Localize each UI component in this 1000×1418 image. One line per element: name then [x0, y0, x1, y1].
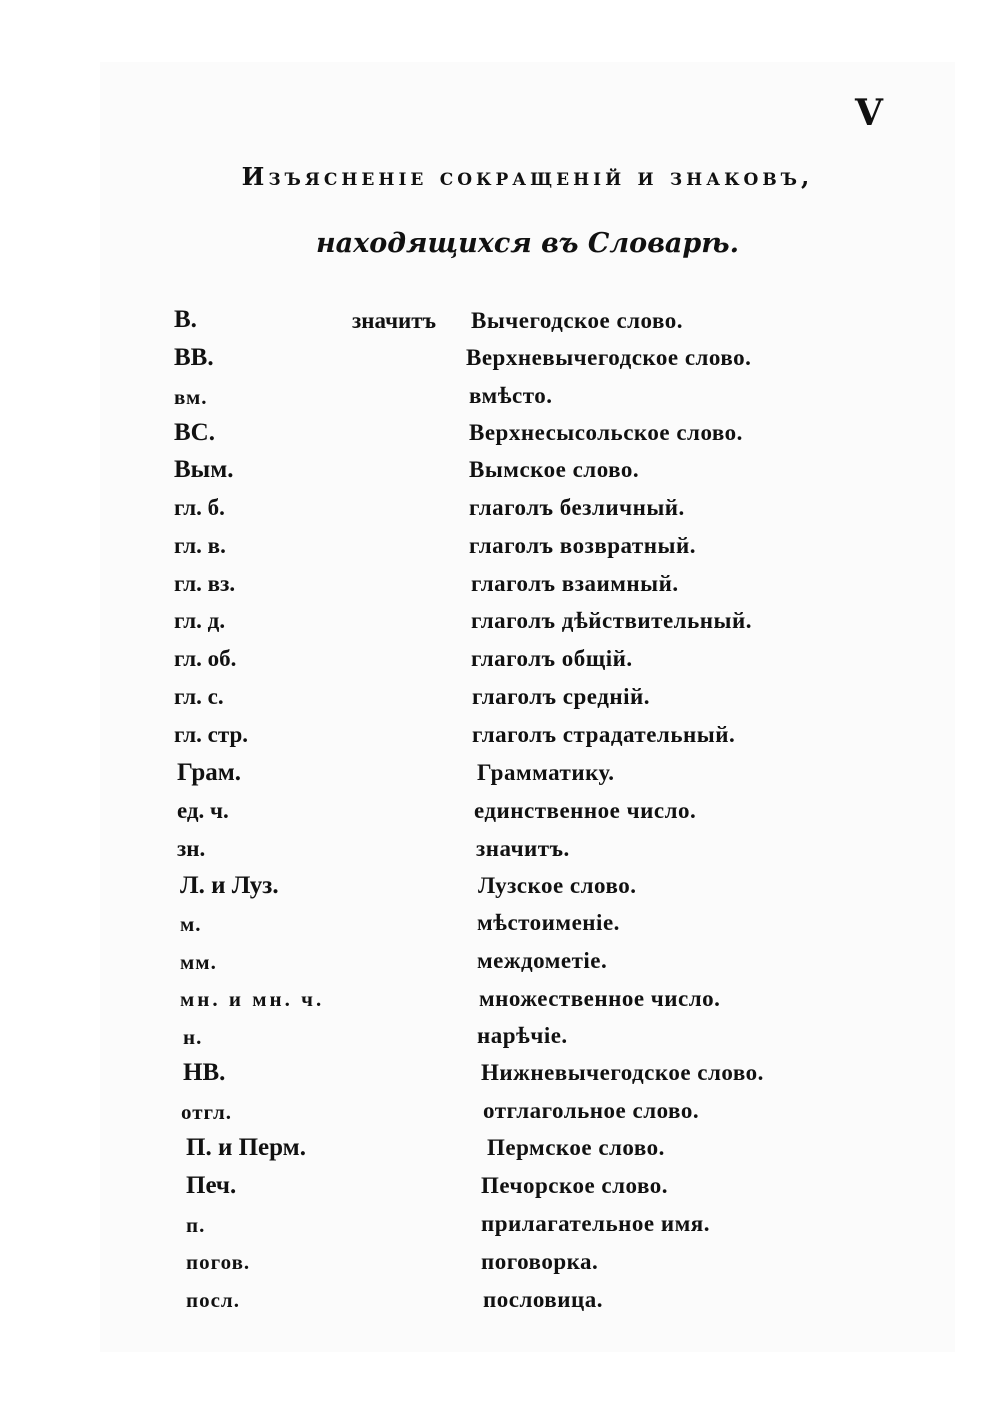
entry-abbreviation: отгл.: [181, 1100, 233, 1124]
entry-meaning: глаголъ общій.: [471, 646, 633, 671]
entry-abbreviation: гл. об.: [174, 646, 237, 671]
connector-word: значитъ: [352, 308, 437, 333]
entry-abbreviation: н.: [183, 1025, 203, 1049]
entry-abbreviation: мм.: [180, 950, 217, 974]
entry-meaning: глаголъ безличный.: [469, 495, 685, 520]
entry-abbreviation: гл. б.: [174, 495, 225, 520]
entry-abbreviation: ВС.: [174, 419, 215, 446]
entry-meaning: Верхнесысольское слово.: [469, 420, 743, 445]
entry-meaning: вмѣсто.: [469, 383, 553, 408]
entry-abbreviation: п.: [186, 1213, 206, 1237]
entry-meaning: Вычегодское слово.: [471, 308, 683, 333]
entry-meaning: Лузское слово.: [478, 873, 637, 898]
entry-abbreviation: гл. д.: [174, 608, 226, 633]
entry-abbreviation: Печ.: [186, 1172, 237, 1199]
entry-meaning: глаголъ средній.: [472, 684, 650, 709]
entry-abbreviation: гл. в.: [174, 533, 226, 558]
entry-abbreviation: Л. и Луз.: [180, 872, 279, 899]
entry-abbreviation: гл. с.: [174, 684, 224, 709]
entry-abbreviation: ВВ.: [174, 344, 214, 371]
entry-meaning: отглагольное слово.: [483, 1098, 700, 1123]
page-title: Изъясненіе сокращеній и знаковъ,: [241, 162, 814, 191]
entry-meaning: глаголъ возвратный.: [469, 533, 696, 558]
entry-meaning: Печорское слово.: [481, 1173, 668, 1198]
entry-meaning: множественное число.: [479, 986, 721, 1011]
entry-abbreviation: гл. стр.: [174, 722, 249, 747]
entry-abbreviation: гл. вз.: [174, 571, 236, 596]
entry-meaning: междометіе.: [477, 948, 608, 973]
entry-meaning: нарѣчіе.: [477, 1023, 568, 1048]
entry-abbreviation: НВ.: [183, 1059, 226, 1086]
entry-meaning: Нижневычегодское слово.: [481, 1060, 764, 1085]
entry-meaning: глаголъ дѣйствительный.: [471, 608, 752, 633]
entry-abbreviation: Вым.: [174, 456, 234, 483]
entry-abbreviation: погов.: [186, 1250, 251, 1274]
entry-meaning: единственное число.: [474, 798, 697, 823]
entry-abbreviation: зн.: [177, 836, 206, 861]
entry-meaning: Вымское слово.: [469, 457, 640, 482]
entry-abbreviation: посл.: [186, 1288, 240, 1312]
entry-meaning: поговорка.: [481, 1249, 599, 1274]
entry-meaning: значитъ.: [476, 836, 570, 861]
entry-meaning: Грамматику.: [477, 760, 615, 785]
entry-meaning: мѣстоименіе.: [477, 910, 620, 935]
entry-abbreviation: Грам.: [177, 759, 242, 786]
entry-meaning: пословица.: [483, 1287, 603, 1312]
entry-meaning: глаголъ взаимный.: [471, 571, 679, 596]
entry-abbreviation: П. и Перм.: [186, 1134, 306, 1161]
entry-abbreviation: В.: [174, 306, 197, 333]
entry-abbreviation: ед. ч.: [177, 798, 229, 823]
entry-abbreviation: вм.: [174, 385, 208, 409]
entry-meaning: прилагательное имя.: [481, 1211, 710, 1236]
page-subtitle: находящихся въ Словарѣ.: [315, 228, 740, 259]
entry-abbreviation: м.: [180, 912, 202, 936]
entry-meaning: Пермское слово.: [487, 1135, 665, 1160]
entry-meaning: Верхневычегодское слово.: [466, 345, 752, 370]
entry-meaning: глаголъ страдательный.: [472, 722, 736, 747]
page-number: V: [855, 92, 880, 134]
entry-abbreviation: мн. и мн. ч.: [180, 987, 325, 1011]
